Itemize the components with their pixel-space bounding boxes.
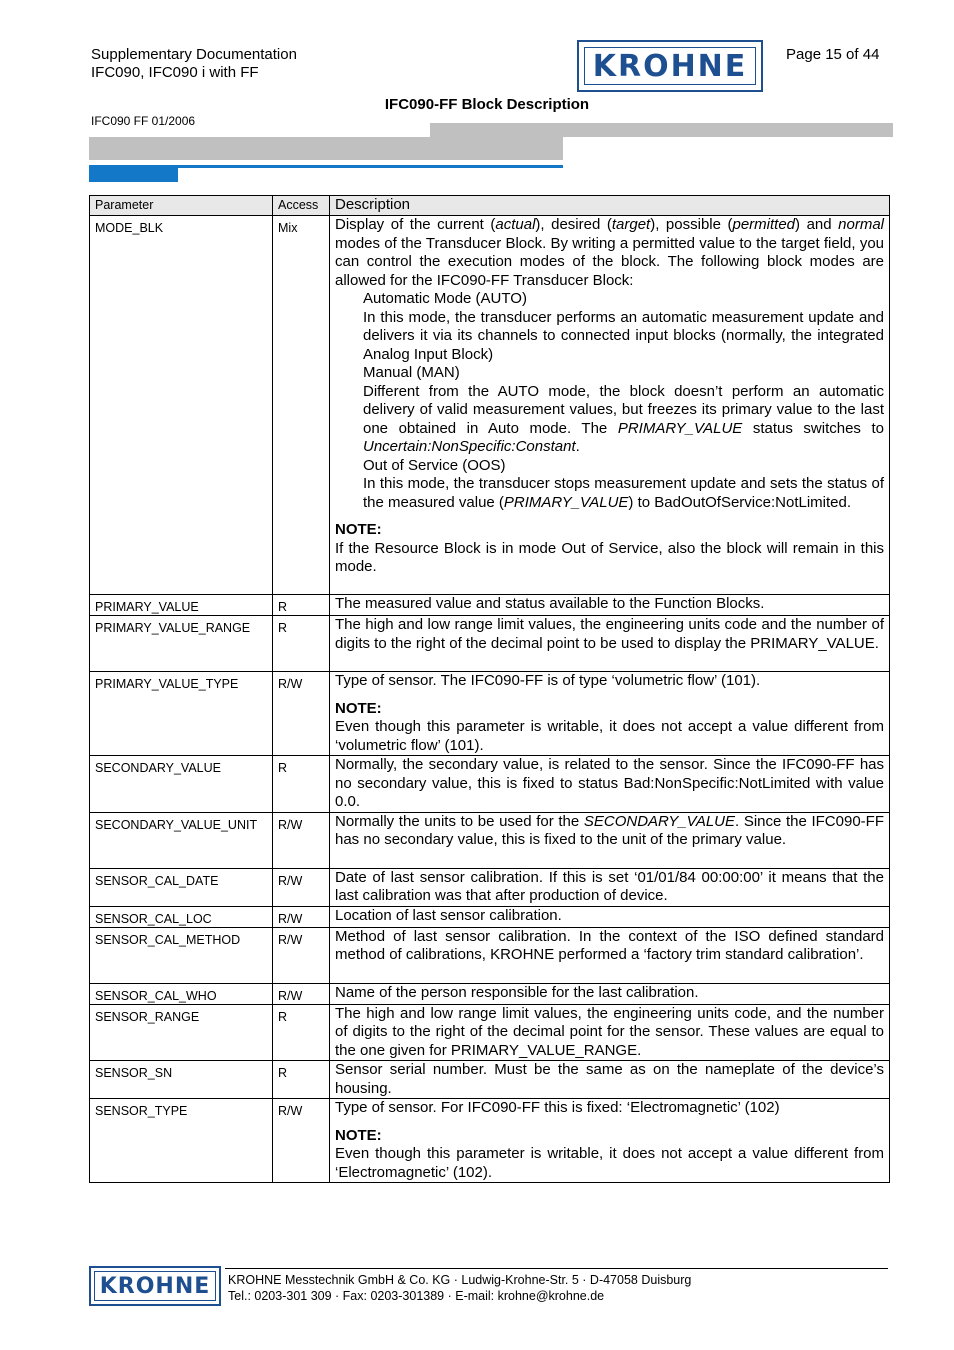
table-row <box>90 906 890 927</box>
note-label: NOTE: <box>335 1126 382 1144</box>
param-description: Normally, the secondary value, is related to the sensor. Since the IFC090-FF has no secondary value, this is fixed to status Bad:NonSpecific:NotLimited with value 0.0. <box>330 756 890 813</box>
footer-contact: Tel.: 0203-301 309 · Fax: 0203-301389 · E-mail: krohne@krohne.de <box>228 1289 605 1303</box>
header-blue-line <box>178 165 563 168</box>
param-access: R/W <box>273 906 330 927</box>
param-access: R/W <box>273 927 330 983</box>
mode-oos-title: Out of Service (OOS) <box>363 456 506 474</box>
header-description: Description <box>330 196 890 216</box>
param-description: Type of sensor. The IFC090-FF is of type ‘volumetric flow’ (101). NOTE: Even though this parameter is writable, it does not accept a value different from ‘volumetric flow’ (101). <box>330 672 890 756</box>
param-description: Name of the person responsible for the last calibration. <box>330 983 890 1004</box>
doc-type: Supplementary Documentation <box>91 46 297 63</box>
note-label: NOTE: <box>335 699 382 717</box>
param-description: Sensor serial number. Must be the same as on the nameplate of the device’s housing. <box>330 1061 890 1099</box>
table-row <box>90 1004 890 1061</box>
param-access: R <box>273 616 330 672</box>
mode-auto-title: Automatic Mode (AUTO) <box>363 290 527 307</box>
param-description: Normally the units to be used for the SECONDARY_VALUE. Since the IFC090-FF has no secondary value, this is fixed to the unit of the primary value. <box>330 812 890 868</box>
param-name: SENSOR_RANGE <box>90 1004 273 1061</box>
note-label: NOTE: <box>335 521 382 538</box>
param-access: R/W <box>273 983 330 1004</box>
param-description: Method of last sensor calibration. In the context of the ISO defined standard method of calibrations, KROHNE performed a ‘factory trim standard calibration’. <box>330 927 890 983</box>
note-text: If the Resource Block is in mode Out of Service, also the block will remain in this mode. <box>335 539 884 575</box>
param-name: SECONDARY_VALUE <box>90 756 273 813</box>
param-access: R <box>273 756 330 813</box>
page-title: IFC090-FF Block Description <box>384 96 590 113</box>
param-name: PRIMARY_VALUE_RANGE <box>90 616 273 672</box>
param-description: Date of last sensor calibration. If this is set ‘01/01/84 00:00:00’ it means that the last calibration was that after production of device. <box>330 868 890 906</box>
param-description: The high and low range limit values, the engineering units code and the number of digits to the right of the decimal point to be used to display the PRIMARY_VALUE. <box>330 616 890 672</box>
header-parameter: Parameter <box>90 196 273 216</box>
header-access: Access <box>273 196 330 216</box>
doc-id: IFC090 FF 01/2006 <box>91 114 196 128</box>
parameter-table <box>89 195 890 1183</box>
table-row <box>90 983 890 1004</box>
param-description <box>330 216 890 595</box>
param-access: R/W <box>273 812 330 868</box>
mode-auto-text: In this mode, the transducer performs an automatic measurement update and delivers it via its channels to connected input blocks (normally, the integrated Analog Input Block) <box>363 308 884 363</box>
footer-divider <box>225 1268 888 1269</box>
table-row <box>90 595 890 616</box>
mode-oos-text: In this mode, the transducer stops measurement update and sets the status of the measured value (PRIMARY_VALUE) to BadOutOfService:NotLimited. <box>363 475 884 511</box>
param-name: SENSOR_CAL_LOC <box>90 906 273 927</box>
note-text: Even though this parameter is writable, it does not accept a value different from ‘volumetric flow’ (101). <box>335 718 884 754</box>
param-description: Location of last sensor calibration. <box>330 906 890 927</box>
param-access: R <box>273 1004 330 1061</box>
header-bar-right <box>430 123 893 137</box>
table-row <box>90 1099 890 1183</box>
krohne-logo-text: KROHNE <box>584 47 756 85</box>
param-name: SENSOR_CAL_WHO <box>90 983 273 1004</box>
param-name: SENSOR_TYPE <box>90 1099 273 1183</box>
footer-krohne-logo <box>89 1266 221 1306</box>
param-access: Mix <box>273 216 330 595</box>
table-row <box>90 672 890 756</box>
param-name: SECONDARY_VALUE_UNIT <box>90 812 273 868</box>
mode-man-title: Manual (MAN) <box>363 364 460 381</box>
param-name: PRIMARY_VALUE_TYPE <box>90 672 273 756</box>
param-access: R/W <box>273 1099 330 1183</box>
page-number: Page 15 of 44 <box>786 46 880 63</box>
table-row <box>90 812 890 868</box>
note-text: Even though this parameter is writable, it does not accept a value different from ‘Electromagnetic’ (102). <box>335 1145 884 1181</box>
param-name: SENSOR_SN <box>90 1061 273 1099</box>
footer-address: KROHNE Messtechnik GmbH & Co. KG · Ludwig-Krohne-Str. 5 · D-47058 Duisburg <box>228 1273 692 1287</box>
param-description: The high and low range limit values, the engineering units code, and the number of digits to the right of the decimal point for the sensor. These values are equal to the one given for PRIMARY_VALUE_RANGE. <box>330 1004 890 1061</box>
param-description: Type of sensor. For IFC090-FF this is fixed: ‘Electromagnetic’ (102) NOTE: Even though this parameter is writable, it does not accept a value different from ‘Electromagnetic’ (102). <box>330 1099 890 1183</box>
table-header-row <box>90 196 890 216</box>
mode-man-text: Different from the AUTO mode, the block doesn’t perform an automatic delivery of valid measurement values, but freezes its primary value to the last one obtained in Auto mode. The PRIMARY_VALUE status switches to Uncertain:NonSpecific:Constant. <box>363 382 884 455</box>
mode-blk-intro: Display of the current (actual), desired (target), possible (permitted) and normal modes of the Transducer Block. By writing a permitted value to the target field, you can control the execution modes of the block. The following block modes are allowed for the IFC090-FF Transducer Block: <box>335 216 884 289</box>
table-row <box>90 1061 890 1099</box>
footer-logo-text: KROHNE <box>94 1271 216 1301</box>
header-bar-left <box>89 137 563 160</box>
table-row <box>90 868 890 906</box>
param-name: PRIMARY_VALUE <box>90 595 273 616</box>
table-row <box>90 756 890 813</box>
product-name: IFC090, IFC090 i with FF <box>91 64 259 81</box>
param-access: R <box>273 595 330 616</box>
krohne-logo <box>577 40 763 92</box>
param-description: The measured value and status available to the Function Blocks. <box>330 595 890 616</box>
param-name: MODE_BLK <box>90 216 273 595</box>
param-name: SENSOR_CAL_DATE <box>90 868 273 906</box>
table-row <box>90 216 890 595</box>
table-row <box>90 616 890 672</box>
param-access: R/W <box>273 672 330 756</box>
param-name: SENSOR_CAL_METHOD <box>90 927 273 983</box>
table-row <box>90 927 890 983</box>
param-access: R <box>273 1061 330 1099</box>
header-blue-block <box>89 165 178 182</box>
param-access: R/W <box>273 868 330 906</box>
